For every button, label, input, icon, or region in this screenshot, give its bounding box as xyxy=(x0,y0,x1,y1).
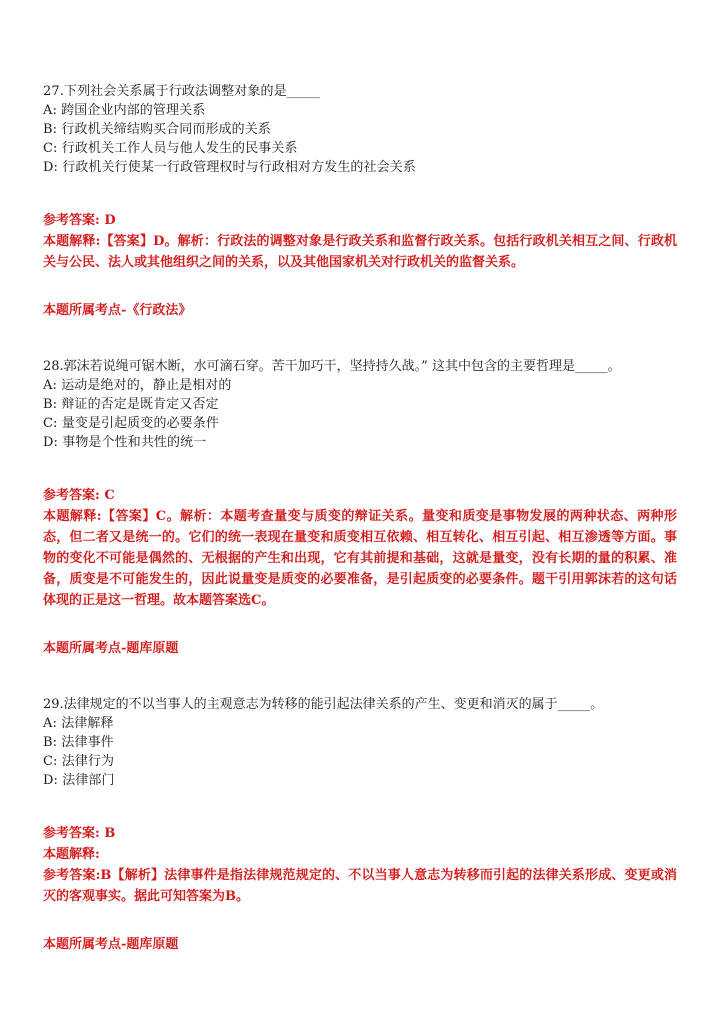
option-c: C: 行政机关工作人员与他人发生的民事关系 xyxy=(43,141,298,156)
option-a: A: 法律解释 xyxy=(43,716,114,731)
knowledge-point: 本题所属考点-题库原题 xyxy=(43,641,179,656)
answer: 参考答案: C xyxy=(43,488,115,503)
question-28 xyxy=(43,357,677,658)
question-stem: 29.法律规定的不以当事人的主观意志为转移的能引起法律关系的产生、变更和消灭的属于_____。 xyxy=(43,697,604,712)
question-27 xyxy=(43,82,677,320)
option-d: D: 行政机关行使某一行政管理权时与行政相对方发生的社会关系 xyxy=(43,160,416,175)
option-c: C: 量变是引起质变的必要条件 xyxy=(43,416,219,431)
option-b: B: 行政机关缔结购买合同而形成的关系 xyxy=(43,122,271,137)
option-a: A: 跨国企业内部的管理关系 xyxy=(43,103,206,118)
explanation: 本题解释:【答案】D。解析：行政法的调整对象是行政关系和监督行政关系。包括行政机关相互之间、行政机关与公民、法人或其他组织之间的关系，以及其他国家机关对行政机关的监督关系。 xyxy=(43,234,677,270)
answer: 参考答案: B xyxy=(43,826,116,841)
option-c: C: 法律行为 xyxy=(43,754,115,769)
explanation-label: 本题解释: xyxy=(43,847,100,862)
explanation: 参考答案:B【解析】法律事件是指法律规范规定的、不以当事人意志为转移而引起的法律关系形成、变更或消灭的客观事实。据此可知答案为B。 xyxy=(43,868,677,904)
answer: 参考答案: D xyxy=(43,213,116,228)
question-stem: 28.郭沫若说绳可锯木断，水可滴石穿。苦干加巧干，坚持持久战。” 这其中包含的主要哲理是_____。 xyxy=(43,359,621,374)
option-d: D: 法律部门 xyxy=(43,773,115,788)
question-stem: 27.下列社会关系属于行政法调整对象的是_____ xyxy=(43,84,320,99)
option-d: D: 事物是个性和共性的统一 xyxy=(43,435,207,450)
option-b: B: 法律事件 xyxy=(43,735,114,750)
knowledge-point: 本题所属考点-《行政法》 xyxy=(43,303,192,318)
question-29 xyxy=(43,695,677,954)
option-a: A: 运动是绝对的，静止是相对的 xyxy=(43,378,232,393)
option-b: B: 辩证的否定是既肯定又否定 xyxy=(43,397,219,412)
document-page xyxy=(43,82,677,954)
knowledge-point: 本题所属考点-题库原题 xyxy=(43,937,179,952)
explanation: 本题解释:【答案】C。解析：本题考查量变与质变的辩证关系。量变和质变是事物发展的两种状态、两种形态，但二者又是统一的。它们的统一表现在量变和质变相互依赖、相互转化、相互引起、相互渗透等方面。事物的变化不可能是偶然的、无根据的产生和出现，它有其前提和基础，这就是量变，没有长期的量的积累、准备，质变是不可能发生的，因此说量变是质变的必要准备，是引起质变的必要条件。题干引用郭沫若的这句话体现的正是这一哲理。故本题答案选C。 xyxy=(43,509,677,608)
